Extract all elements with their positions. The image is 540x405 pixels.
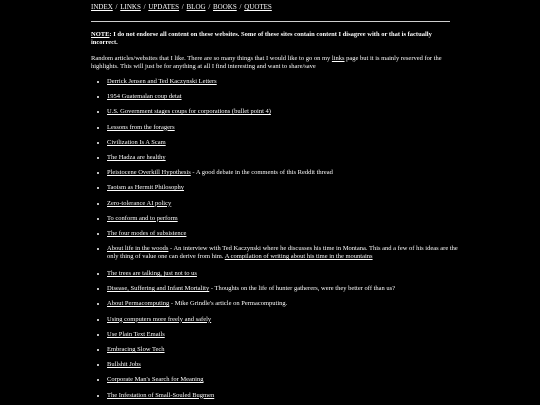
article-description: - An interview with Ted Kaczynski where he discusses his time in Montana. This and a few of his ideas are the only thing of value one can derive from him.	[107, 245, 458, 261]
list-item	[107, 376, 467, 391]
nav-link-blog[interactable]: BLOG	[186, 3, 206, 11]
list-item	[107, 108, 467, 123]
list-item	[107, 270, 467, 285]
nav-link-links[interactable]: LINKS	[120, 3, 141, 11]
list-item	[107, 78, 467, 93]
article-link[interactable]: Using computers more freely and safely	[107, 315, 212, 323]
list-item	[107, 316, 467, 331]
intro-links-link[interactable]: links	[331, 55, 345, 62]
article-link[interactable]: The trees are talking, just not to us	[107, 270, 197, 278]
article-link[interactable]: The Infestation of Small-Souled Bugmen	[107, 391, 215, 399]
nav-separator: /	[115, 3, 118, 11]
list-item	[107, 169, 467, 184]
article-link[interactable]: Embracing Slow Tech	[107, 346, 165, 353]
list-item	[107, 154, 467, 169]
article-link[interactable]: Civilization Is A Scam	[107, 138, 166, 146]
top-navigation	[91, 3, 451, 12]
list-item	[107, 392, 467, 405]
nav-separator: /	[239, 3, 242, 11]
nav-separator: /	[143, 3, 146, 11]
article-link[interactable]: Bullshit Jobs	[107, 361, 141, 369]
list-item	[107, 184, 467, 199]
list-item	[107, 331, 467, 346]
nav-link-updates[interactable]: UPDATES	[148, 3, 180, 11]
article-link[interactable]: Lessons from the foragers	[107, 123, 175, 131]
article-link[interactable]: Derrick Jensen and Ted Kaczynski Letters	[107, 78, 217, 85]
list-item	[107, 361, 467, 376]
article-description: - Mike Grindle's article on Permacomputing.	[169, 300, 288, 308]
list-item	[107, 285, 467, 300]
article-description: - A good debate in the comments of this Reddit thread	[190, 169, 333, 177]
nav-link-index[interactable]: INDEX	[91, 3, 113, 11]
list-item	[107, 200, 467, 215]
nav-separator: /	[181, 3, 184, 11]
list-item	[107, 230, 467, 245]
list-item	[107, 93, 467, 108]
nav-link-books[interactable]: BOOKS	[213, 3, 237, 11]
article-link[interactable]: To conform and to perform	[107, 214, 178, 222]
article-link[interactable]: The Hadza are healthy	[107, 153, 166, 161]
article-link[interactable]: Zero-tolerance AI policy	[107, 199, 172, 207]
content-column	[91, 3, 458, 399]
article-link[interactable]: About Permacomputing	[107, 300, 170, 308]
nav-link-quotes[interactable]: QUOTES	[244, 3, 272, 11]
article-link[interactable]: 1954 Guatemalan coup detat	[107, 93, 182, 101]
list-item	[107, 139, 467, 154]
header-divider	[91, 21, 450, 22]
article-link[interactable]: Corporate Man's Search for Meaning	[107, 376, 204, 384]
nav-separator: /	[208, 3, 211, 11]
notice-label: NOTE	[91, 31, 110, 38]
links-list	[91, 78, 467, 405]
disclaimer-notice	[91, 31, 451, 47]
intro-text-after: page but it is mainly reserved for the highlights. This will just be for anything at all I find interesting and want to share/save	[91, 55, 442, 71]
article-link[interactable]: Use Plain Text Emails	[107, 330, 165, 338]
list-item	[107, 245, 467, 269]
article-link[interactable]: Disease, Suffering and Infant Mortality	[107, 285, 210, 293]
article-description: - Thoughts on the life of hunter gatherers, were they better off than us?	[209, 285, 396, 293]
article-link[interactable]: About life in the woods	[107, 245, 169, 253]
intro-paragraph	[91, 55, 451, 71]
article-link[interactable]: Taoism as Hermit Philosophy	[107, 184, 185, 192]
article-link[interactable]: The four modes of subsistence	[107, 229, 187, 237]
list-item	[107, 124, 467, 139]
list-item	[107, 215, 467, 230]
notice-text: : I do not endorse all content on these websites. Some of these sites contain content I disagree with or that is factually incorrect.	[91, 31, 432, 47]
compilation-link[interactable]: A compilation of writing about his time in the mountains	[224, 253, 373, 261]
article-link[interactable]: U.S. Government stages coups for corporations (bullet point 4)	[107, 108, 271, 116]
list-item	[107, 300, 467, 315]
article-link[interactable]: Pleistocene Overkill Hypothesis	[107, 169, 191, 177]
intro-text-before: Random articles/websites that I like. There are so many things that I would like to go on my	[91, 55, 332, 62]
list-item	[107, 346, 467, 361]
